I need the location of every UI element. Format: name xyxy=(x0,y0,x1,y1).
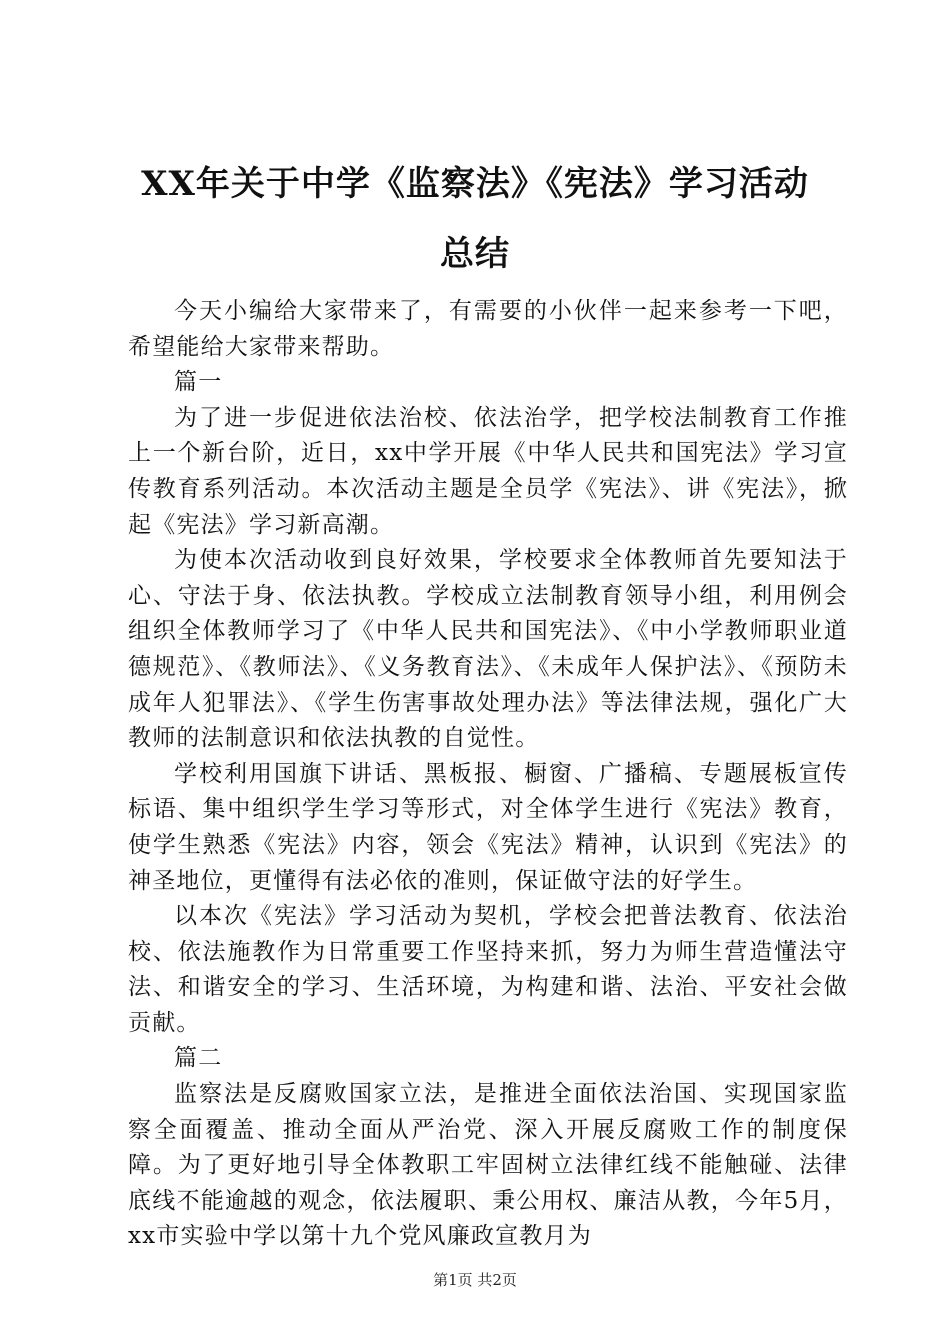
paragraph-intro: 今天小编给大家带来了，有需要的小伙伴一起来参考一下吧，希望能给大家带来帮助。 xyxy=(128,298,848,360)
document-title-line-2: 总结 xyxy=(440,234,510,274)
paragraph: 监察法是反腐败国家立法，是推进全面依法治国、实现国家监察全面覆盖、推动全面从严治党、深入开展反腐败工作的制度保障。为了更好地引导全体教职工牢固树立法律红线不能触碰、法律底线不能逾越的观念，依法履职、秉公用权、廉洁从教，今年5月，xx市实验中学以第十九个党风廉政宣教月为 xyxy=(128,1081,848,1250)
paragraph: 为了进一步促进依法治校、依法治学，把学校法制教育工作推上一个新台阶，近日，xx中学开展《中华人民共和国宪法》学习宣传教育系列活动。本次活动主题是全员学《宪法》、讲《宪法》，掀起《宪法》学习新高潮。 xyxy=(128,404,848,538)
page-number-footer: 第1页 共2页 xyxy=(433,1271,517,1289)
paragraph: 以本次《宪法》学习活动为契机，学校会把普法教育、依法治校、依法施教作为日常重要工作坚持来抓，努力为师生营造懂法守法、和谐安全的学习、生活环境，为构建和谐、法治、平安社会做贡献。 xyxy=(128,903,848,1036)
section-heading-1: 篇一 xyxy=(174,369,223,396)
section-heading-2: 篇二 xyxy=(174,1045,223,1072)
paragraph: 学校利用国旗下讲话、黑板报、橱窗、广播稿、专题展板宣传标语、集中组织学生学习等形式，对全体学生进行《宪法》教育，使学生熟悉《宪法》内容，领会《宪法》精神，认识到《宪法》的神圣地位，更懂得有法必依的准则，保证做守法的好学生。 xyxy=(128,760,848,894)
paragraph: 为使本次活动收到良好效果，学校要求全体教师首先要知法于心、守法于身、依法执教。学校成立法制教育领导小组，利用例会组织全体教师学习了《中华人民共和国宪法》、《中小学教师职业道德规范》、《教师法》、《义务教育法》、《未成年人保护法》、《预防未成年人犯罪法》、《学生伤害事故处理办法》等法律法规，强化广大教师的法制意识和依法执教的自觉性。 xyxy=(128,547,848,752)
document-title-line-1: XX年关于中学《监察法》《宪法》学习活动 xyxy=(141,164,809,204)
document-body xyxy=(128,294,848,1255)
